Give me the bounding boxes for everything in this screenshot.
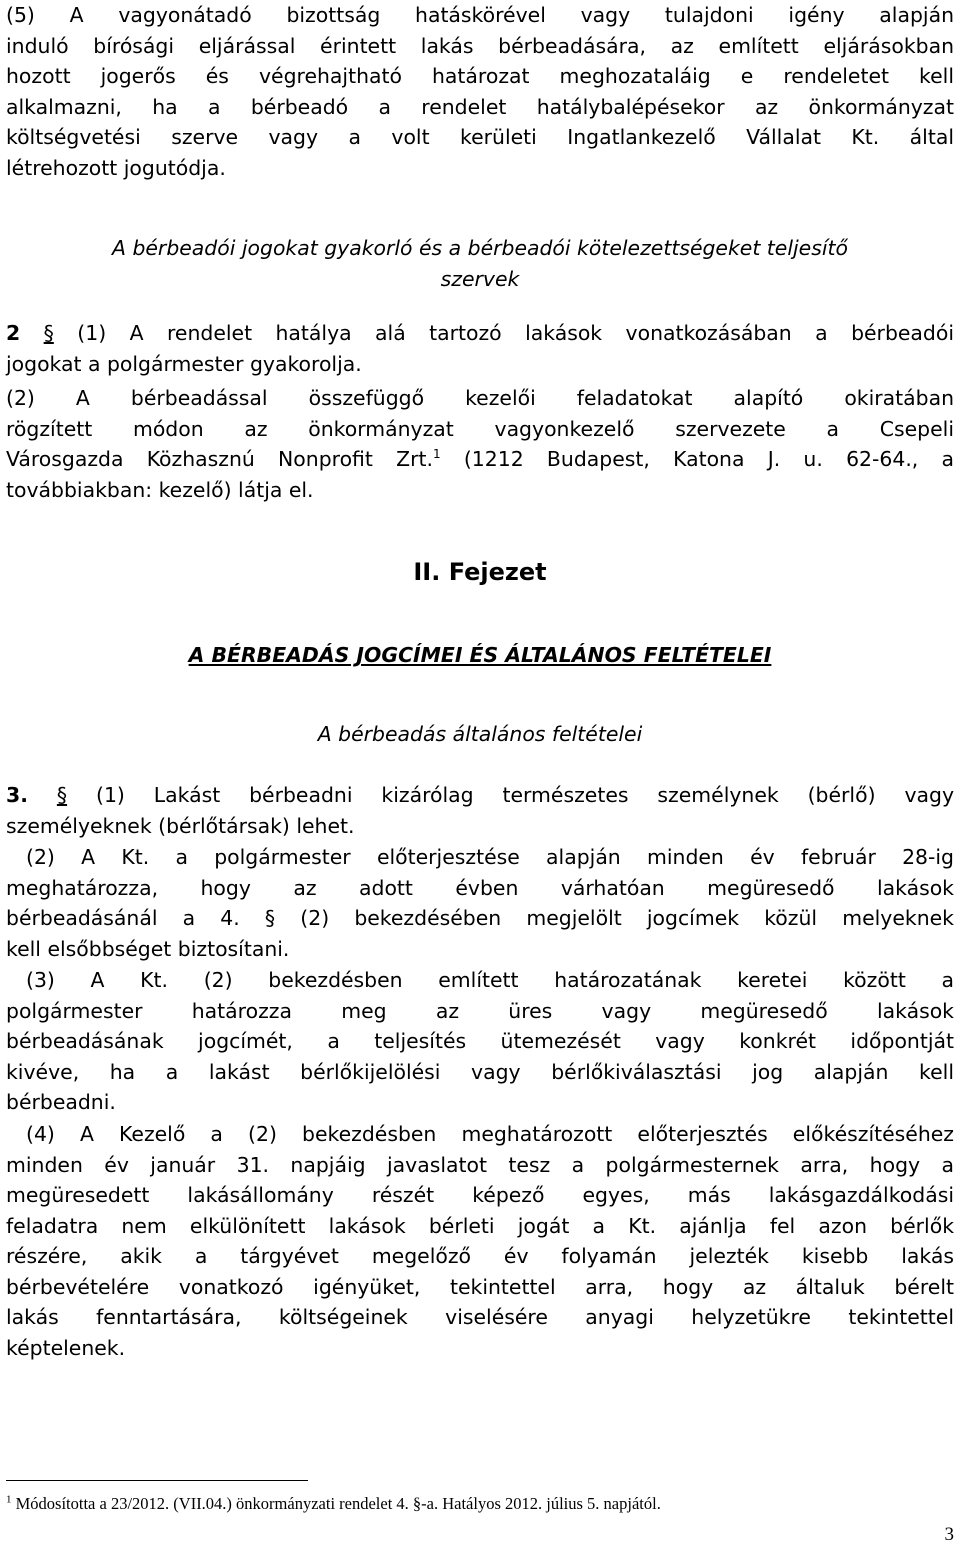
text-line: (5) A vagyonátadó bizottság hatáskörével vagy tulajdoni igény alapján	[6, 3, 954, 27]
section-number: 2	[6, 321, 21, 345]
section-3-para-3: (3) A Kt. (2) bekezdésben említett határozatának keretei között a polgármester határozza meg az üres vagy megüresedő lakások bérbeadásának jogcímét, a teljesítés ütemezését vagy konkrét időpontját kivéve, ha a lakást bérlőkijelölési vagy bérlőkiválasztási jog alapján kell bérbeadni.	[6, 968, 954, 1114]
text-line: induló bírósági eljárással érintett lakás bérbeadására, az említett eljárásokban	[6, 33, 954, 58]
chapter-number: II. Fejezet	[413, 558, 547, 586]
footnote-number: 1	[6, 1493, 12, 1506]
section-2-para-1: 2 § (1) A rendelet hatálya alá tartozó lakások vonatkozásában a bérbeadói jogokat a polgármester gyakorolja.	[6, 321, 955, 376]
footnote	[6, 1494, 661, 1514]
text-line: létrehozott jogutódja.	[6, 155, 226, 180]
text-line: költségvetési szerve vagy a volt kerületi Ingatlankezelő Vállalat Kt. által	[6, 125, 954, 149]
section-sign: §	[56, 783, 68, 807]
section-3-para-1: 3. § (1) Lakást bérbeadni kizárólag természetes személynek (bérlő) vagy személyeknek (bérlőtársak) lehet.	[6, 783, 955, 838]
section-heading: A bérbeadói jogokat gyakorló és a bérbeadói kötelezettségeket teljesítő szervek	[112, 236, 848, 291]
footnote-divider	[6, 1480, 308, 1481]
text-line: hozott jogerős és végrehajtható határozat meghozataláig e rendeletet kell	[6, 64, 954, 88]
section-sign: §	[43, 321, 54, 345]
section-number: 3.	[6, 783, 28, 807]
footnote-text: Módosította a 23/2012. (VII.04.) önkormányzati rendelet 4. §-a. Hatályos 2012. július 5. napjától.	[11, 1494, 661, 1513]
section-2-para-2: (2) A bérbeadással összefüggő kezelői feladatokat alapító okiratában rögzített módon az önkormányzat vagyonkezelő szervezete a Csepeli Városgazda Közhasznú Nonprofit Zrt.$^1$ (1212 Budapest, Katona J. u. 62-64., a továbbiakban: kezelő) látja el.	[6, 386, 955, 502]
chapter-title: A BÉRBEADÁS JOGCÍMEI ÉS ÁLTALÁNOS FELTÉTELEI	[188, 643, 772, 667]
text-line: alkalmazni, ha a bérbeadó a rendelet hatálybalépésekor az önkormányzat	[6, 94, 954, 119]
paragraph-5	[6, 0, 954, 183]
page-number: 3	[944, 1524, 954, 1545]
subheading: A bérbeadás általános feltételei	[317, 722, 643, 746]
section-3-para-2: (2) A Kt. a polgármester előterjesztése alapján minden év február 28-ig meghatározza, hogy az adott évben várhatóan megüresedő lakások bérbeadásánál a 4. § (2) bekezdésében megjelölt jogcímek közül melyeknek kell elsőbbséget biztosítani.	[6, 845, 954, 961]
footnote-ref[interactable]: 1	[432, 447, 441, 462]
section-3-para-4: (4) A Kezelő a (2) bekezdésben meghatározott előterjesztés előkészítéséhez minden év január 31. napjáig javaslatot tesz a polgármesternek arra, hogy a megüresedett lakásállomány részét képező egyes, más lakásgazdálkodási feladatra nem elkülönített lakások bérleti jogát a Kt. ajánlja fel azon bérlők részére, akik a tárgyévet megelőző év folyamán jelezték kisebb lakás bérbevételére vonatkozó igényüket, tekintettel arra, hogy az általuk bérelt lakás fenntartására, költségeinek viselésére anyagi helyzetükre tekintettel képtelenek.	[6, 1122, 954, 1360]
